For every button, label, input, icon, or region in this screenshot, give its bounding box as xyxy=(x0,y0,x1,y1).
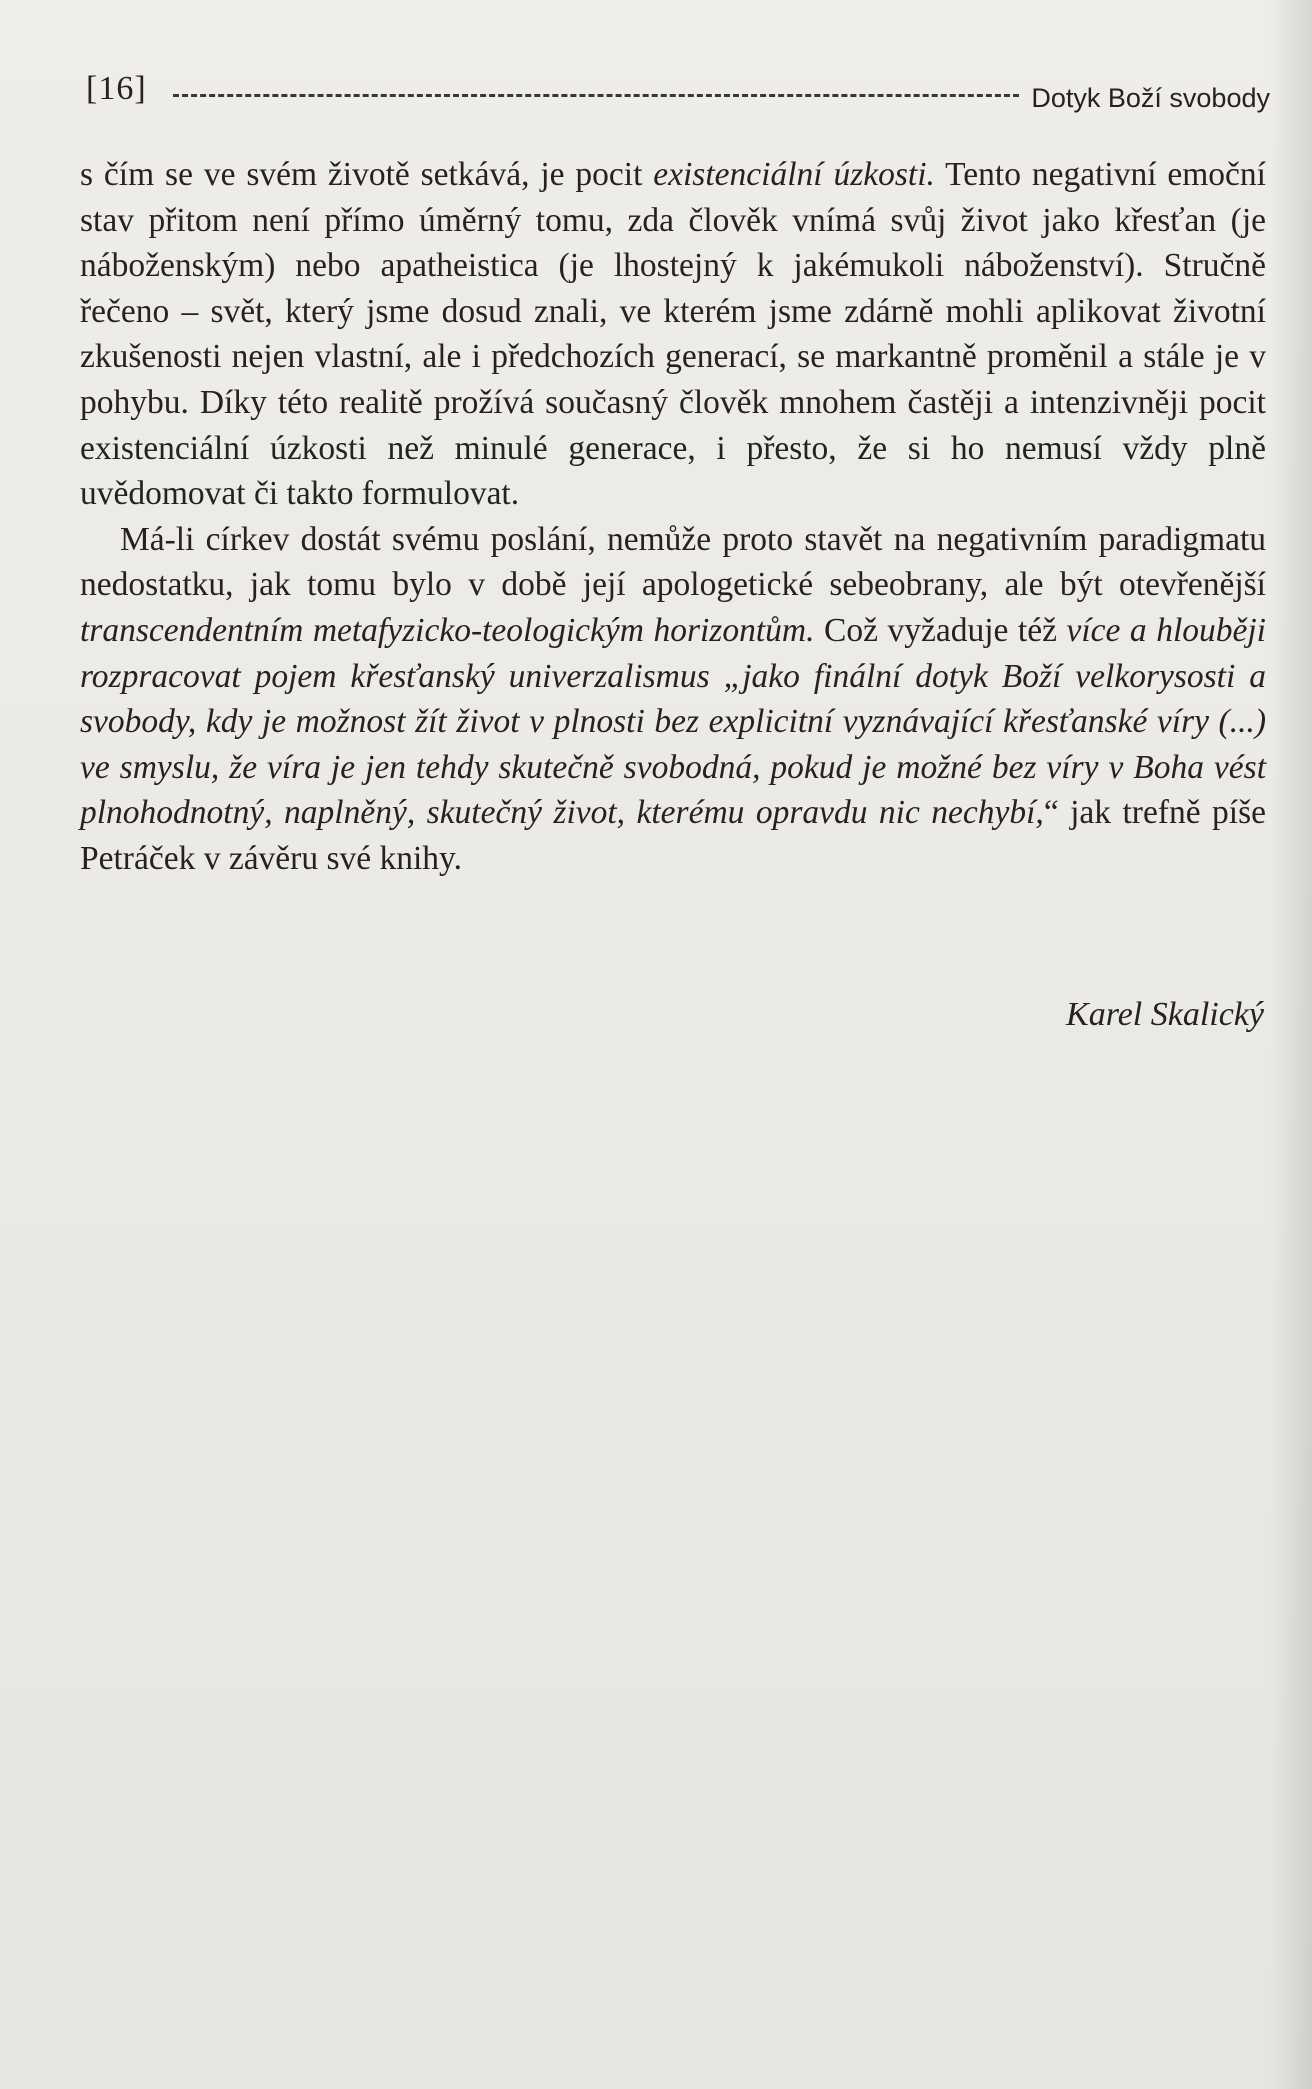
paragraph-2 xyxy=(80,517,1266,882)
body-text xyxy=(80,152,1266,882)
paragraph-1-italic: existenciální úzkosti. xyxy=(653,156,935,193)
paragraph-2-italic-a: transcendentním metafyzicko-teologickým horizontům. xyxy=(80,611,815,649)
paragraph-1 xyxy=(80,152,1266,517)
paragraph-1-text-a: s čím se ve svém životě setkává, je pocit xyxy=(80,156,654,193)
running-title: Dotyk Boží svobody xyxy=(1031,83,1270,113)
page-edge-shadow xyxy=(1270,0,1312,2089)
paragraph-1-text-b: Tento negativní emoční stav přitom není přímo úměrný tomu, zda člověk vnímá svůj život jako křesťan (je náboženským) nebo apatheistica (je lhostejný k jakémukoli náboženství). Stručně řečeno – svět, který jsme dosud znali, ve kterém jsme zdárně mohli aplikovat životní zkušenosti nejen vlastní, ale i předchozích generací, se markantně proměnil a stále je v pohybu. Díky této realitě prožívá současný člověk mnohem častěji a intenzivněji pocit existenciální úzkosti než minulé generace, i přesto, že si ho nemusí vždy plně uvědomovat či takto formulovat. xyxy=(80,156,1266,513)
paragraph-2-text-c: “ jak trefně píše Petráček v závěru své knihy. xyxy=(80,794,1266,877)
running-header xyxy=(86,54,1270,113)
header-dashed-rule xyxy=(173,94,1020,97)
paragraph-2-text-b: Což vyžaduje též xyxy=(814,611,1067,649)
paragraph-2-quote-italic: více a hlouběji rozpracovat pojem křesťanský univerzalismus „jako finální dotyk Boží velkorysosti a svobody, kdy je možnost žít život v plnosti bez explicitní vyznávající křesťanské víry (...) ve smyslu, že víra je jen tehdy skutečně svobodná, pokud je možné bez víry v Boha vést plnohodnotný, naplněný, skutečný život, kterému opravdu nic nechybí, xyxy=(80,611,1266,832)
author-signature: Karel Skalický xyxy=(1066,996,1264,1033)
page-number: [16] xyxy=(86,70,147,107)
paragraph-2-text-a: Má-li církev dostát svému poslání, nemůže proto stavět na negativním paradigmatu nedostatku, jak tomu bylo v době její apologetické sebeobrany, ale být otevřenější xyxy=(80,520,1266,604)
